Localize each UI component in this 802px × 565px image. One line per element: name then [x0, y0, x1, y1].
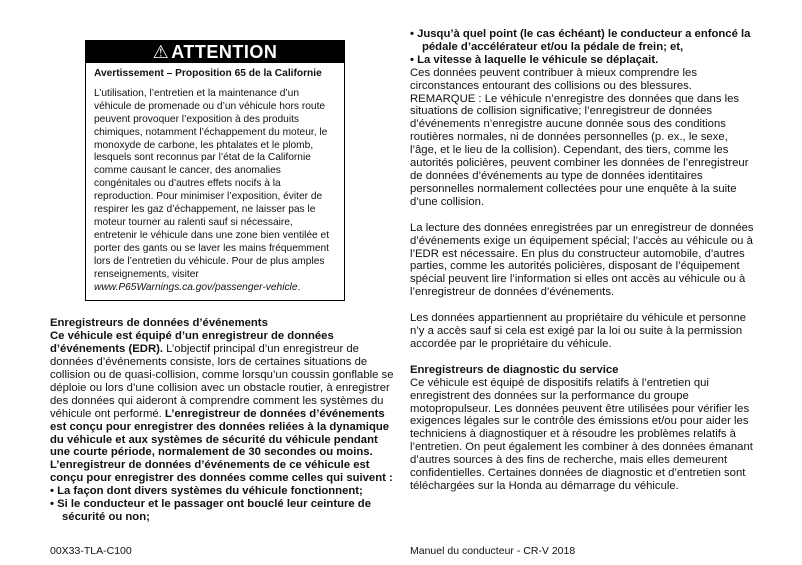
edr-paragraph: Ces données peuvent contribuer à mieux comprendre les circonstances entourant des collisions ou des blessures.: [410, 66, 697, 92]
warning-subtitle: Avertissement – Proposition 65 de la Californie: [94, 68, 322, 79]
edr-heading: Enregistreurs de données d’événements: [50, 317, 268, 330]
edr-paragraph: Les données appartiennent au propriétaire du véhicule et personne n’y a accès sauf si cela est exigé par la loi ou suite à la permission accordée par le propriétaire du véhicule.: [410, 312, 747, 350]
diag-text: Ce véhicule est équipé de dispositifs relatifs à l’entretien qui enregistrent des données sur la performance du groupe motopropulseur. Les données peuvent être utilisées pour vérifier les exigences légales sur le contrôle des émissions et/ou pour aider les techniciens à diagnostiquer et à résoudre les problèmes relatifs à l’entretien. On peut également les combiner à des données émanant d’autres sources à des fins de recherche, mais elles demeurent confidentielles. Certaines données de diagnostic et d’entretien sont téléchargées sur la Honda au démarrage du véhicule.: [410, 376, 753, 492]
edr-intro-text: L’objectif principal d’un enregistreur de données d’événements consiste, lors de certaines situations de collision ou de quasi-collision, comme lorsqu’un coussin gonflable se déploie ou lors d’une collision avec un obstacle routier, à enregistrer des données qui aideront à comprendre comment les systèmes du véhicule ont performé.: [50, 343, 394, 420]
edr-intro-bold: Ce véhicule est équipé d’un enregistreur de données d’événements (EDR).: [50, 330, 334, 356]
warning-url: www.P65Warnings.ca.gov/passenger-vehicle: [94, 281, 298, 293]
right-column: [410, 28, 755, 493]
left-column: [50, 40, 395, 524]
edr-bullet: • Si le conducteur et le passager ont bouclé leur ceinture de sécurité ou non;: [50, 498, 371, 523]
edr-bullet: • La vitesse à laquelle le véhicule se déplaçait.: [410, 53, 659, 66]
warning-body: [86, 63, 344, 300]
edr-intro-bold2: L’enregistreur de données d’événements est conçu pour enregistrer des données reliées à la dynamique du véhicule et aux systèmes de sécurité du véhicule pendant une courte période, normalement de 30 secondes ou moins.: [50, 407, 390, 459]
warning-end: .: [297, 281, 301, 293]
edr-list-intro: L’enregistreur de données d’événements de ce véhicule est conçu pour enregistrer des données comme celles qui suivent :: [50, 459, 393, 485]
edr-paragraph: REMARQUE : Le véhicule n’enregistre des données que dans les situations de collision significative; l’enregistreur de données d’événements n’enregistre aucune donnée sous des conditions routières normales, ni de données personnelles (p. ex., le sexe, l’âge, et le lieu de la collision). Cependant, des tiers, comme les autorités policières, peuvent combiner les données de l’enregistreur de données d’événements au type de données identitaires personnelles normalement collectées pour une enquête à la suite d’une collision.: [410, 92, 749, 208]
edr-paragraph: La lecture des données enregistrées par un enregistreur de données d’événements exige un équipement spécial; l’accès au véhicule ou à l’EDR est nécessaire. En plus du constructeur automobile, d’autres parties, comme les autorités policières, disposant de l’équipement spécial peuvent lire l’information si elles ont accès au véhicule ou à l’enregistreur de données d’événements.: [410, 221, 754, 299]
warning-box: [85, 40, 345, 301]
footer-code: 00X33-TLA-C100: [50, 545, 132, 557]
edr-bullet: • La façon dont divers systèmes du véhicule fonctionnent;: [50, 485, 363, 498]
warning-triangle-icon: ⚠: [152, 42, 170, 62]
warning-text: [94, 88, 336, 295]
footer-title: Manuel du conducteur - CR-V 2018: [410, 545, 576, 557]
edr-intro: [50, 330, 395, 459]
diag-heading: Enregistreurs de diagnostic du service: [410, 363, 619, 376]
warning-heading: ATTENTION: [171, 42, 278, 62]
warning-body-text: L’utilisation, l’entretien et la maintenance d’un véhicule de promenade ou d’un véhicule hors route peuvent provoquer l’exposition à des produits chimiques, notamment l’échappement du moteur, le monoxyde de carbone, les phtalates et le plomb, lesquels sont reconnus par l’état de la Californie comme causant le cancer, des anomalies congénitales ou d’autres effets nocifs à la reproduction. Pour minimiser l’exposition, éviter de respirer les gaz d’échappement, ne laisser pas le moteur tourner au ralenti sauf si nécessaire, entretenir le véhicule dans une zone bien ventilée et porter des gants ou se laver les mains fréquemment lors de l’entretien du véhicule. Pour de plus amples renseignements, visiter: [94, 87, 330, 280]
edr-bullet: • Jusqu’à quel point (le cas échéant) le conducteur a enfoncé la pédale d’accélérateur et/ou la pédale de frein; et,: [410, 28, 751, 53]
warning-header: [86, 41, 344, 63]
